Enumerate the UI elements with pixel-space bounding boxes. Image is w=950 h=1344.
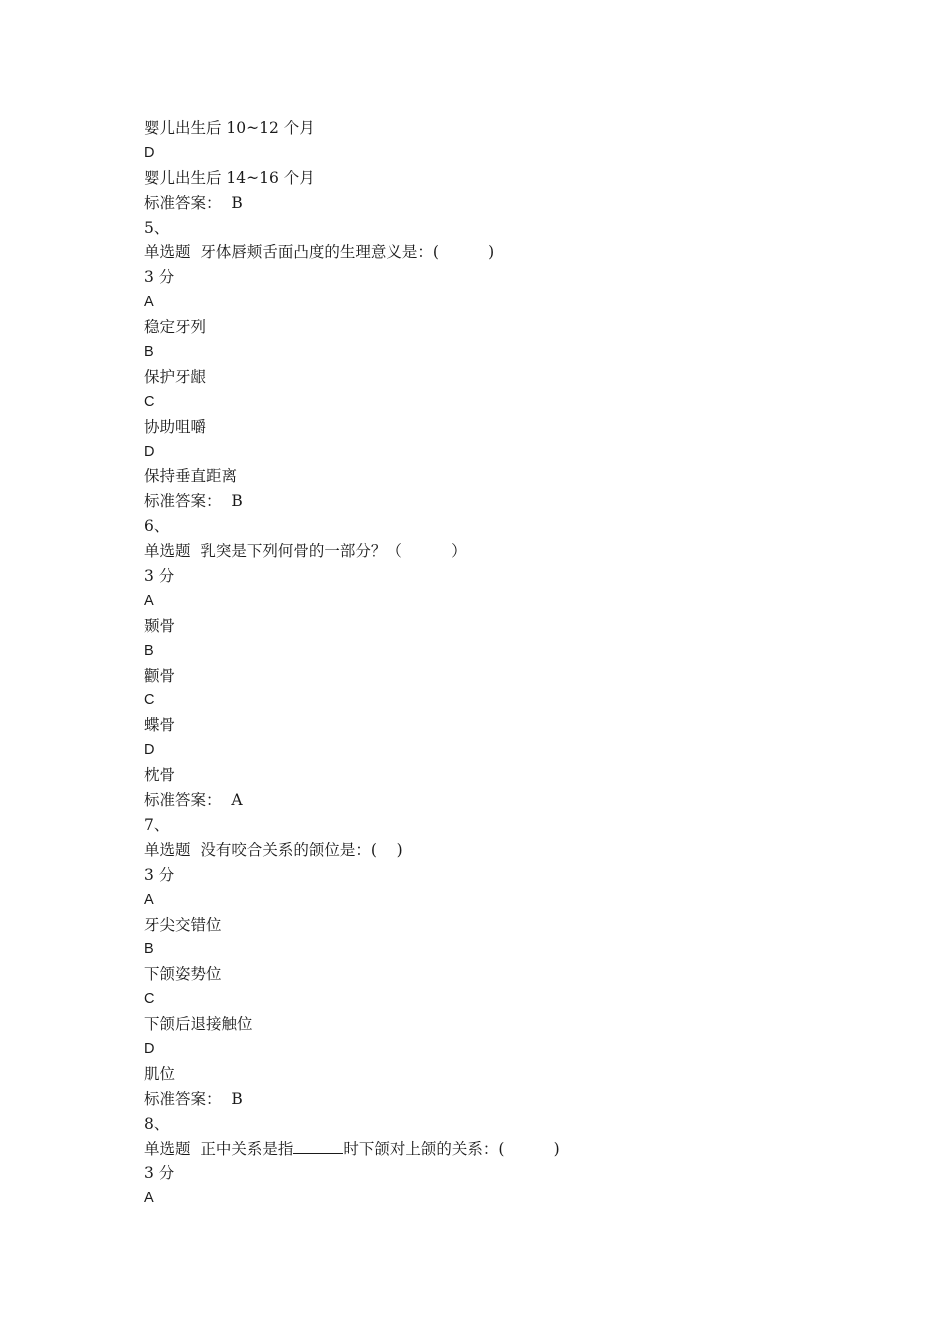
q7-option-c-letter: C bbox=[144, 991, 155, 1008]
q6-score: 3 分 bbox=[144, 567, 175, 586]
q5-option-d-letter: D bbox=[144, 443, 155, 460]
q5-score: 3 分 bbox=[144, 268, 175, 287]
q6-option-c-text: 蝶骨 bbox=[144, 716, 176, 735]
q6-option-a-text: 颞骨 bbox=[144, 616, 176, 635]
q4-answer: 标准答案： B bbox=[144, 193, 243, 212]
q7-number: 7、 bbox=[144, 815, 170, 834]
q6-option-a-letter: A bbox=[144, 592, 154, 609]
document-page bbox=[144, 116, 844, 1211]
q7-option-b-text: 下颌姿势位 bbox=[144, 965, 222, 984]
q4-option-d-text: 婴儿出生后 14~16 个月 bbox=[144, 168, 315, 187]
q8-number: 8、 bbox=[144, 1114, 170, 1133]
q7-answer: 标准答案： B bbox=[144, 1089, 243, 1108]
q5-stem: 单选题 牙体唇颊舌面凸度的生理意义是：( ) bbox=[144, 243, 495, 262]
q6-option-b-letter: B bbox=[144, 642, 154, 659]
q4-option-c-text: 婴儿出生后 10~12 个月 bbox=[144, 119, 315, 137]
fill-in-blank bbox=[293, 1139, 343, 1154]
q5-option-d-text: 保持垂直距离 bbox=[144, 467, 238, 486]
q7-option-a-text: 牙尖交错位 bbox=[144, 915, 222, 934]
q6-answer: 标准答案： A bbox=[144, 791, 243, 810]
q6-option-d-letter: D bbox=[144, 742, 155, 759]
q8-option-a-letter: A bbox=[144, 1190, 154, 1207]
q7-option-b-letter: B bbox=[144, 941, 154, 958]
q6-stem: 单选题 乳突是下列何骨的一部分？（ ） bbox=[144, 542, 467, 561]
q5-option-c-letter: C bbox=[144, 393, 155, 410]
q5-option-b-text: 保护牙龈 bbox=[144, 367, 207, 386]
q6-option-b-text: 颧骨 bbox=[144, 666, 176, 685]
q5-option-a-text: 稳定牙列 bbox=[144, 318, 207, 337]
q7-option-d-letter: D bbox=[144, 1040, 155, 1057]
q5-option-b-letter: B bbox=[144, 344, 154, 361]
q5-option-a-letter: A bbox=[144, 294, 154, 311]
q7-option-a-letter: A bbox=[144, 891, 154, 908]
q6-number: 6、 bbox=[144, 517, 170, 536]
q8-stem-before: 单选题 正中关系是指 bbox=[144, 1139, 294, 1158]
q8-score: 3 分 bbox=[144, 1164, 175, 1183]
q5-option-c-text: 协助咀嚼 bbox=[144, 417, 207, 436]
q5-answer: 标准答案： B bbox=[144, 492, 243, 511]
q7-option-c-text: 下颌后退接触位 bbox=[144, 1015, 253, 1034]
q8-stem bbox=[144, 1137, 844, 1162]
q6-option-d-text: 枕骨 bbox=[144, 766, 176, 785]
q8-stem-after: 时下颌对上颌的关系：( ) bbox=[343, 1139, 560, 1158]
q7-option-d-text: 肌位 bbox=[144, 1064, 176, 1083]
q6-option-c-letter: C bbox=[144, 692, 155, 709]
q7-score: 3 分 bbox=[144, 865, 175, 884]
q5-number: 5、 bbox=[144, 218, 170, 237]
q7-stem: 单选题 没有咬合关系的颌位是：( ) bbox=[144, 840, 403, 859]
q4-option-d-letter: D bbox=[144, 144, 155, 161]
